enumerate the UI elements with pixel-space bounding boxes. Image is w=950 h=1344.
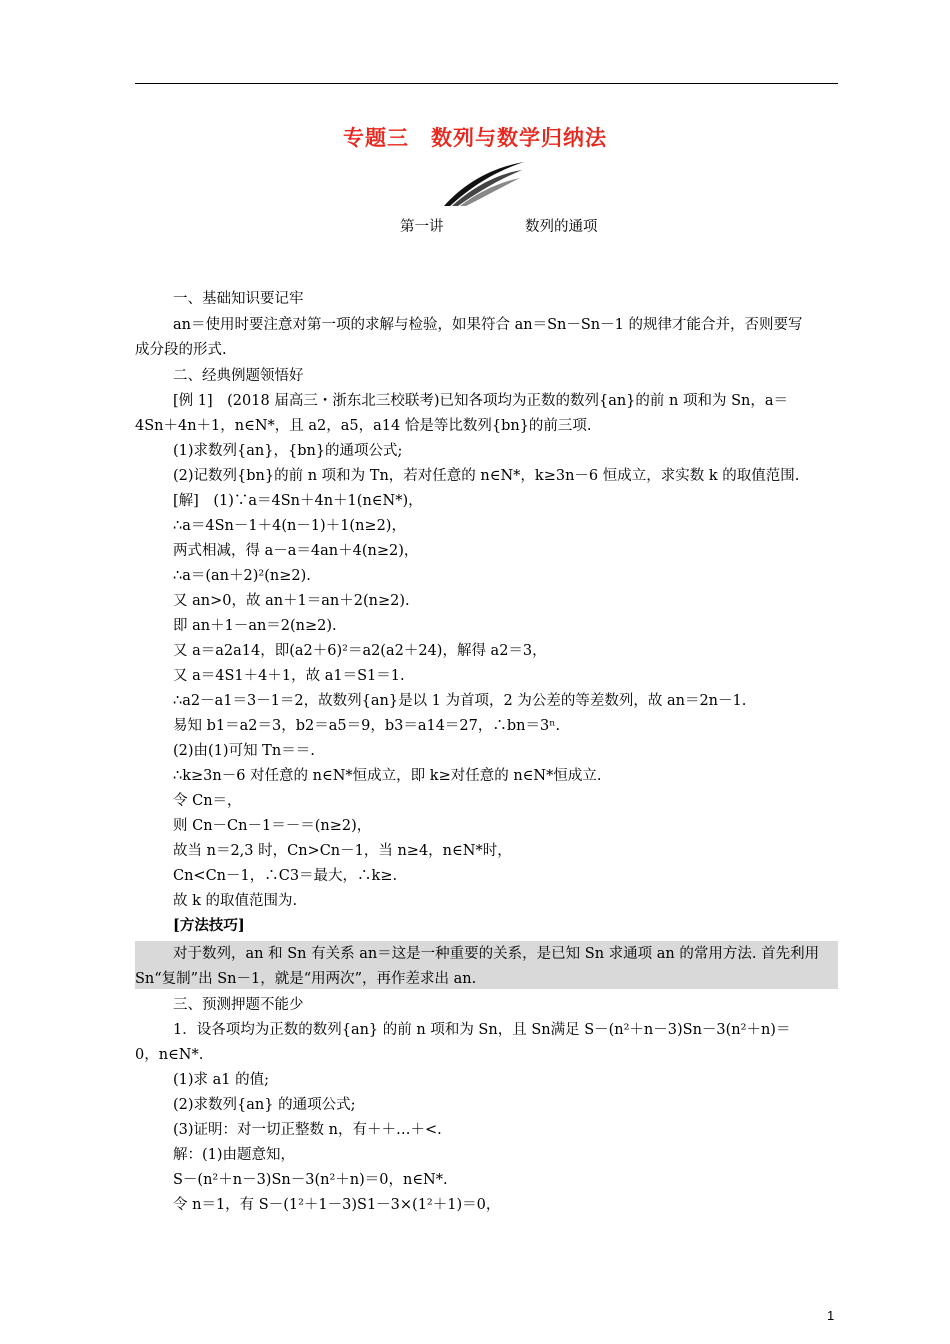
section-heading: 三、预测押题不能少 (173, 997, 304, 1013)
text-line: (2)记数列{bn}的前 n 项和为 Tn，若对任意的 n∈N*，k≥3n－6 恒成立，求实数 k 的取值范围. (173, 468, 800, 484)
text-line: 令 n＝1，有 S－(1²＋1－3)S1－3×(1²＋1)＝0， (173, 1197, 501, 1213)
text-line: 又 a＝4S1＋4＋1，故 a1＝S1＝1. (173, 668, 405, 684)
lecture-number: 第一讲 (400, 219, 444, 235)
text-line: 两式相减，得 a－a＝4an＋4(n≥2)， (173, 543, 419, 559)
text-line: 又 an>0，故 an＋1＝an＋2(n≥2). (173, 593, 410, 609)
text-line: (2)求数列{an} 的通项公式; (173, 1097, 356, 1113)
text-line: 即 an＋1－an＝2(n≥2). (173, 618, 337, 634)
text-line: ∴a＝(an＋2)²(n≥2). (173, 568, 311, 584)
header-rule (135, 83, 838, 84)
text-line: ∴k≥3n－6 对任意的 n∈N*恒成立，即 k≥对任意的 n∈N*恒成立. (173, 768, 602, 784)
text-line: (3)证明：对一切正整数 n，有＋＋…＋<. (173, 1122, 442, 1138)
method-text: Sn“复制”出 Sn－1，就是“用两次”，再作差求出 an. (135, 971, 477, 987)
swoosh-decoration-icon (442, 160, 526, 208)
page-title: 专题三 数列与数学归纳法 (343, 126, 607, 150)
text-line: [解] (1)∵a＝4Sn＋4n＋1(n∈N*)， (173, 493, 423, 509)
method-text: 对于数列，an 和 Sn 有关系 an＝这是一种重要的关系，是已知 Sn 求通项 an 的常用方法. 首先利用 (173, 946, 820, 962)
text-line: 故 k 的取值范围为. (173, 893, 298, 909)
text-line: 成分段的形式. (135, 342, 227, 358)
text-line: (2)由(1)可知 Tn＝＝. (173, 743, 315, 759)
text-line: 4Sn＋4n＋1，n∈N*，且 a2，a5，a14 恰是等比数列{bn}的前三项. (135, 418, 592, 434)
text-line: (1)求 a1 的值; (173, 1072, 270, 1088)
text-line: 0，n∈N*. (135, 1047, 204, 1063)
section-heading: 一、基础知识要记牢 (173, 291, 304, 307)
text-line: (1)求数列{an}，{bn}的通项公式; (173, 443, 403, 459)
text-line: 故当 n＝2,3 时，Cn>Cn－1，当 n≥4，n∈N*时， (173, 843, 512, 859)
text-line: ∴a＝4Sn－1＋4(n－1)＋1(n≥2)， (173, 518, 406, 534)
text-line: 令 Cn＝， (173, 793, 242, 809)
lecture-name: 数列的通项 (525, 219, 598, 235)
text-line: S－(n²＋n－3)Sn－3(n²＋n)＝0，n∈N*. (173, 1172, 448, 1188)
text-line: 则 Cn－Cn－1＝－＝(n≥2)， (173, 818, 372, 834)
method-heading: [方法技巧] (173, 917, 245, 934)
text-line: 又 a＝a2a14，即(a2＋6)²＝a2(a2＋24)，解得 a2＝3， (173, 643, 547, 659)
text-line: 易知 b1＝a2＝3，b2＝a5＝9，b3＝a14＝27，∴bn＝3ⁿ. (173, 718, 561, 734)
text-line: 解：(1)由题意知， (173, 1147, 296, 1163)
text-line: [例 1] (2018 届高三・浙东北三校联考)已知各项均为正数的数列{an}的前 n 项和为 Sn，a＝ (173, 393, 788, 409)
text-line: 1．设各项均为正数的数列{an} 的前 n 项和为 Sn，且 Sn满足 S－(n²＋n－3)Sn－3(n²＋n)＝ (173, 1022, 791, 1038)
text-line: ∴a2－a1＝3－1＝2，故数列{an}是以 1 为首项，2 为公差的等差数列，故 an＝2n－1. (173, 693, 747, 709)
page-number: 1 (827, 1308, 835, 1323)
text-line: an＝使用时要注意对第一项的求解与检验，如果符合 an＝Sn－Sn－1 的规律才能合并，否则要写 (173, 317, 803, 333)
section-heading: 二、经典例题领悟好 (173, 368, 304, 384)
text-line: Cn<Cn－1，∴C3＝最大，∴k≥. (173, 868, 398, 884)
